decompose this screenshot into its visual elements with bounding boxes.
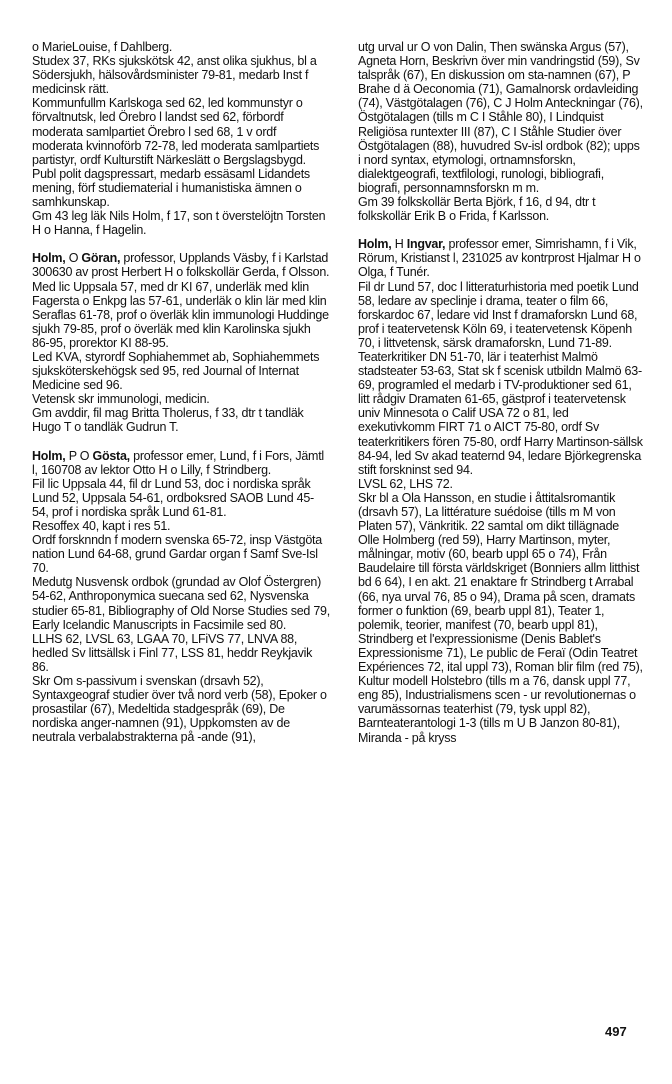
- page-number: 497: [605, 1024, 627, 1039]
- entry-intro: professor, Upplands Väsby, f i Karlstad 300630 av prost Herbert H o folkskollär Gerda, f Olsson.: [32, 251, 330, 280]
- entry-holm-ingvar: [358, 237, 643, 744]
- entry-holm-goran: [32, 251, 330, 434]
- entry-given-name: Gösta,: [92, 448, 130, 463]
- entry-surname: Holm,: [358, 237, 392, 252]
- continued-paragraph: o MarieLouise, f Dahlberg.: [32, 40, 173, 54]
- entry-prefix: H: [391, 237, 407, 252]
- entry-surname: Holm,: [32, 448, 66, 463]
- entry-heading: [358, 237, 643, 279]
- continued-paragraph: Studex 37, RKs sjukskötsk 42, anst olika sjukhus, bl a Södersjukh, hälsovårdsminister 79-81, medarb Inst f medicinsk rätt.: [32, 54, 317, 97]
- continued-paragraph: utg urval ur O von Dalin, Then swänska Argus (57), Agneta Horn, Beskrivn över min vandringstid (59), Sv talspråk (67), En diskussion om sta-namnen (67), P Brahe d ä Oeconomia (71), Gamalnorsk ordavleiding (74), Västgötalagen (76), C J Holm Anteckningar (76), Östgötalagen (tills m C I Ståhle 80), I Lindquist Religiösa runtexter III (87), C I Ståhle Studier över Östgötalagen (88), huvudred Sv-isl ordbok (82); upps i nord syntax, etymologi, ortnamnsforskn, dialektgeografi, textfilologi, runologi, bibliografi, biografi, personnamnsforskn m m.: [358, 40, 643, 195]
- right-column: [358, 40, 643, 745]
- entry-paragraph: Fil dr Lund 57, doc l litteraturhistoria med poetik Lund 58, ledare av speclinje i drama, teater o film 66, forskardoc 67, ledare vid Inst f dramaforskn Lund 68, prof i teatervetensk Köln 69, i teatervetensk Köpenh 70, i littvetensk, särsk dramaforskn, Lund 71-89.: [358, 279, 639, 350]
- entry-paragraph: LLHS 62, LVSL 63, LGAA 70, LFiVS 77, LNVA 88, hedled Sv littsällsk i Finl 77, LSS 81, heddr Reykjavik 86.: [32, 631, 313, 674]
- entry-paragraph: Skr Om s-passivum i svenskan (drsavh 52), Syntaxgeograf studier över två nord verb (58), Epoker o prosastilar (67), Medeltida stadgespråk (69), De nordiska anger-namnen (91), Uppkomsten av de neutrala verbalabstrakterna på -ande (91),: [32, 674, 327, 745]
- continued-paragraph: Publ polit dagspressart, medarb essäsaml Lidandets mening, förf studiematerial i humanistiska ämnen o samhkunskap.: [32, 166, 310, 210]
- entry-paragraph: Led KVA, styrordf Sophiahemmet ab, Sophiahemmets sjuksköterskehögsk sed 95, red Journal of Internat Medicine sed 96.: [32, 349, 320, 393]
- entry-paragraph: Ordf forsknndn f modern svenska 65-72, insp Västgöta nation Lund 64-68, grund Gardar organ f Samf Sve-Isl 70.: [32, 533, 322, 576]
- entry-paragraph: LVSL 62, LHS 72.: [358, 476, 453, 491]
- entry-intro: professor emer, Simrishamn, f i Vik, Rörum, Kristianst l, 231025 av kontrprost Hjalmar H o Olga, f Tunér.: [358, 237, 641, 280]
- entry-surname: Holm,: [32, 251, 66, 266]
- continued-paragraph: Gm 39 folkskollär Berta Björk, f 16, d 94, dtr t folkskollär Erik B o Frida, f Karlsson.: [358, 195, 596, 224]
- left-column: [32, 40, 330, 745]
- entry-paragraph: Skr bl a Ola Hansson, en studie i åttitalsromantik (drsavh 57), La littérature suédoise (tills m M von Platen 57), Vänkritik. 22 samtal om dikt tillägnade Olle Holmberg (red 59), Harry Martinson, myter, målningar, motiv (60, bearb uppl 65 o 74), Från Baudelaire till första världskriget (Bonniers allm litthist bd 6 64), I en akt. 21 enaktare fr Strindberg t Arrabal (66, nya urval 76, 85 o 94), Drama på scen, dramats former o funktion (69, bearb uppl 81), Teater 1, polemik, teorier, manifest (70, bearb uppl 81), Strindberg et l'expressionisme (Denis Bablet's Expressionisme 71), Le public de Feraï (Odin Teatret Expériences 72, ital uppl 73), Roman blir film (red 75), Kultur modell Holstebro (tills m a 76, dansk uppl 77, eng 85), Industrialismens scen - ur revolutionernas o varumässornas teaterhist (79, tysk uppl 82), Barnteaterantologi 1-3 (tills m U B Janzon 80-81), Miranda - på kryss: [358, 490, 643, 745]
- entry-paragraph: Medutg Nusvensk ordbok (grundad av Olof Östergren) 54-62, Anthroponymica suecana sed 62, Nysvenska studier 65-81, Bibliography of Old Norse Studies sed 79, Early Icelandic Manuscripts in Facsimile sed 80.: [32, 575, 330, 632]
- entry-paragraph: Resoffex 40, kapt i res 51.: [32, 519, 171, 533]
- entry-holm-gosta: [32, 449, 330, 745]
- entry-paragraph: Fil lic Uppsala 44, fil dr Lund 53, doc i nordiska språk Lund 52, Uppsala 54-61, ordboksred SAOB Lund 45-54, prof i nordiska språk Lund 61-81.: [32, 476, 314, 519]
- entry-paragraph: Med lic Uppsala 57, med dr KI 67, underläk med klin Fagersta o Enkpg las 57-61, underläk o klin lär med klin Seraflas 61-78, prof o överläk klin immunologi Huddinge sjukh 79-85, prof o överläk med klin Karolinska sjukh 86-95, prorektor KI 88-95.: [32, 279, 329, 350]
- continued-paragraph: Gm 43 leg läk Nils Holm, f 17, son t överstelöjtn Torsten H o Hanna, f Hagelin.: [32, 209, 326, 238]
- entry-paragraph: Vetensk skr immunologi, medicin.: [32, 392, 210, 407]
- entry-given-name: Ingvar,: [406, 237, 446, 252]
- entry-heading: [32, 251, 330, 279]
- continued-paragraph: Kommunfullm Karlskoga sed 62, led kommunstyr o förvaltnutsk, led Örebro l landst sed 62, förbordf moderata samlpartiet Örebro l sed 68, 1 v ordf moderata kvinnoförb 72-78, led moderata samlpartiets partistyr, ordf Kulturstift Närkeslätt o Bergslagsbygd.: [32, 96, 320, 167]
- entry-paragraph: Gm avddir, fil mag Britta Tholerus, f 33, dtr t tandläk Hugo T o tandläk Gudrun T.: [32, 406, 304, 435]
- entry-prefix: O: [65, 251, 82, 266]
- entry-heading: [32, 449, 330, 477]
- entry-given-name: Göran,: [81, 251, 121, 266]
- entry-intro: professor emer, Lund, f i Fors, Jämtl l, 160708 av lektor Otto H o Lilly, f Strindberg.: [32, 448, 324, 477]
- entry-paragraph: Teaterkritiker DN 51-70, lär i teaterhist Malmö stadsteater 53-63, Stat sk f scenisk utbildn Malmö 63-69, programled el medarb i TV-produktioner sed 61, litt rådgiv Dramaten 61-65, gästprof i teatervetensk univ Minnesota o Calif USA 72 o 81, led exekutivkomm FIRT 71 o AICT 75-80, ordf Sv teaterkritikers fören 75-80, ordf Harry Martinson-sällsk 84-94, led Sv akad teaternd 94, ledare Björkegrenska stift forskninst sed 94.: [358, 349, 643, 477]
- entry-prefix: P O: [65, 448, 93, 463]
